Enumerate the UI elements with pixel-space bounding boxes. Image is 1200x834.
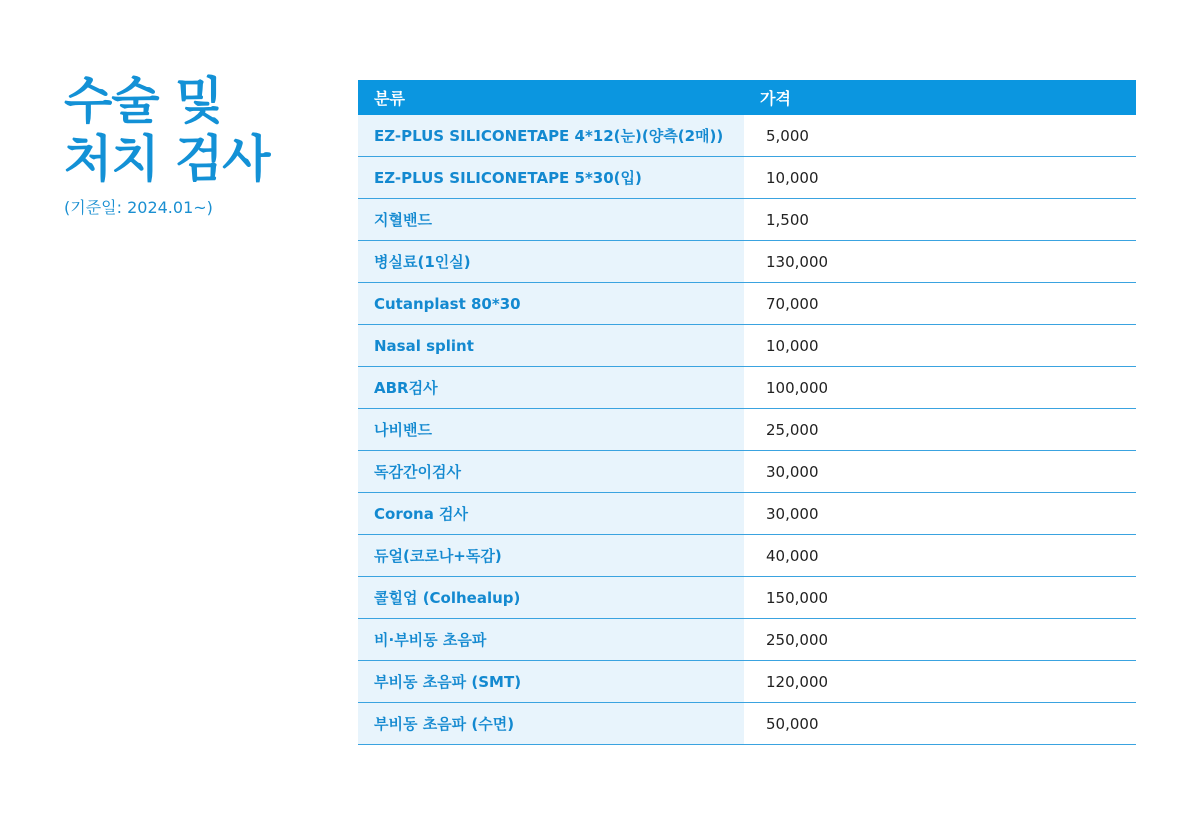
price-cell: 120,000	[744, 661, 1136, 703]
price-cell: 25,000	[744, 409, 1136, 451]
price-cell: 10,000	[744, 157, 1136, 199]
table-header-row	[358, 80, 1136, 115]
price-table	[358, 80, 1136, 745]
heading-block	[64, 72, 324, 218]
table-row	[358, 409, 1136, 451]
price-cell: 1,500	[744, 199, 1136, 241]
category-cell: Cutanplast 80*30	[358, 283, 744, 325]
price-cell: 100,000	[744, 367, 1136, 409]
table-row	[358, 367, 1136, 409]
category-cell: 비·부비동 초음파	[358, 619, 744, 661]
category-cell: EZ-PLUS SILICONETAPE 4*12(눈)(양측(2매))	[358, 115, 744, 157]
table-row	[358, 661, 1136, 703]
price-cell: 150,000	[744, 577, 1136, 619]
table-row	[358, 115, 1136, 157]
table-row	[358, 577, 1136, 619]
reference-date: (기준일: 2024.01~)	[64, 198, 213, 217]
price-cell: 130,000	[744, 241, 1136, 283]
table-row	[358, 451, 1136, 493]
category-cell: 독감간이검사	[358, 451, 744, 493]
table-row	[358, 535, 1136, 577]
table-row	[358, 493, 1136, 535]
table-row	[358, 241, 1136, 283]
page-title	[64, 72, 324, 188]
table-row	[358, 703, 1136, 745]
price-cell: 50,000	[744, 703, 1136, 745]
category-cell: 지혈밴드	[358, 199, 744, 241]
price-cell: 250,000	[744, 619, 1136, 661]
page-title-line2: 처치 검사	[64, 130, 270, 188]
category-cell: 콜힐업 (Colhealup)	[358, 577, 744, 619]
page-title-line1: 수술 및	[64, 72, 223, 130]
price-cell: 10,000	[744, 325, 1136, 367]
price-cell: 5,000	[744, 115, 1136, 157]
price-cell: 70,000	[744, 283, 1136, 325]
category-cell: ABR검사	[358, 367, 744, 409]
price-table-container	[358, 80, 1136, 745]
table-row	[358, 199, 1136, 241]
category-cell: EZ-PLUS SILICONETAPE 5*30(입)	[358, 157, 744, 199]
table-row	[358, 325, 1136, 367]
column-header-category: 분류	[358, 80, 744, 115]
category-cell: 듀얼(코로나+독감)	[358, 535, 744, 577]
column-header-price: 가격	[744, 80, 1136, 115]
table-row	[358, 157, 1136, 199]
price-cell: 30,000	[744, 493, 1136, 535]
table-body	[358, 115, 1136, 745]
category-cell: 나비밴드	[358, 409, 744, 451]
category-cell: Nasal splint	[358, 325, 744, 367]
table-row	[358, 619, 1136, 661]
price-cell: 30,000	[744, 451, 1136, 493]
category-cell: Corona 검사	[358, 493, 744, 535]
category-cell: 부비동 초음파 (SMT)	[358, 661, 744, 703]
category-cell: 병실료(1인실)	[358, 241, 744, 283]
table-row	[358, 283, 1136, 325]
price-cell: 40,000	[744, 535, 1136, 577]
category-cell: 부비동 초음파 (수면)	[358, 703, 744, 745]
